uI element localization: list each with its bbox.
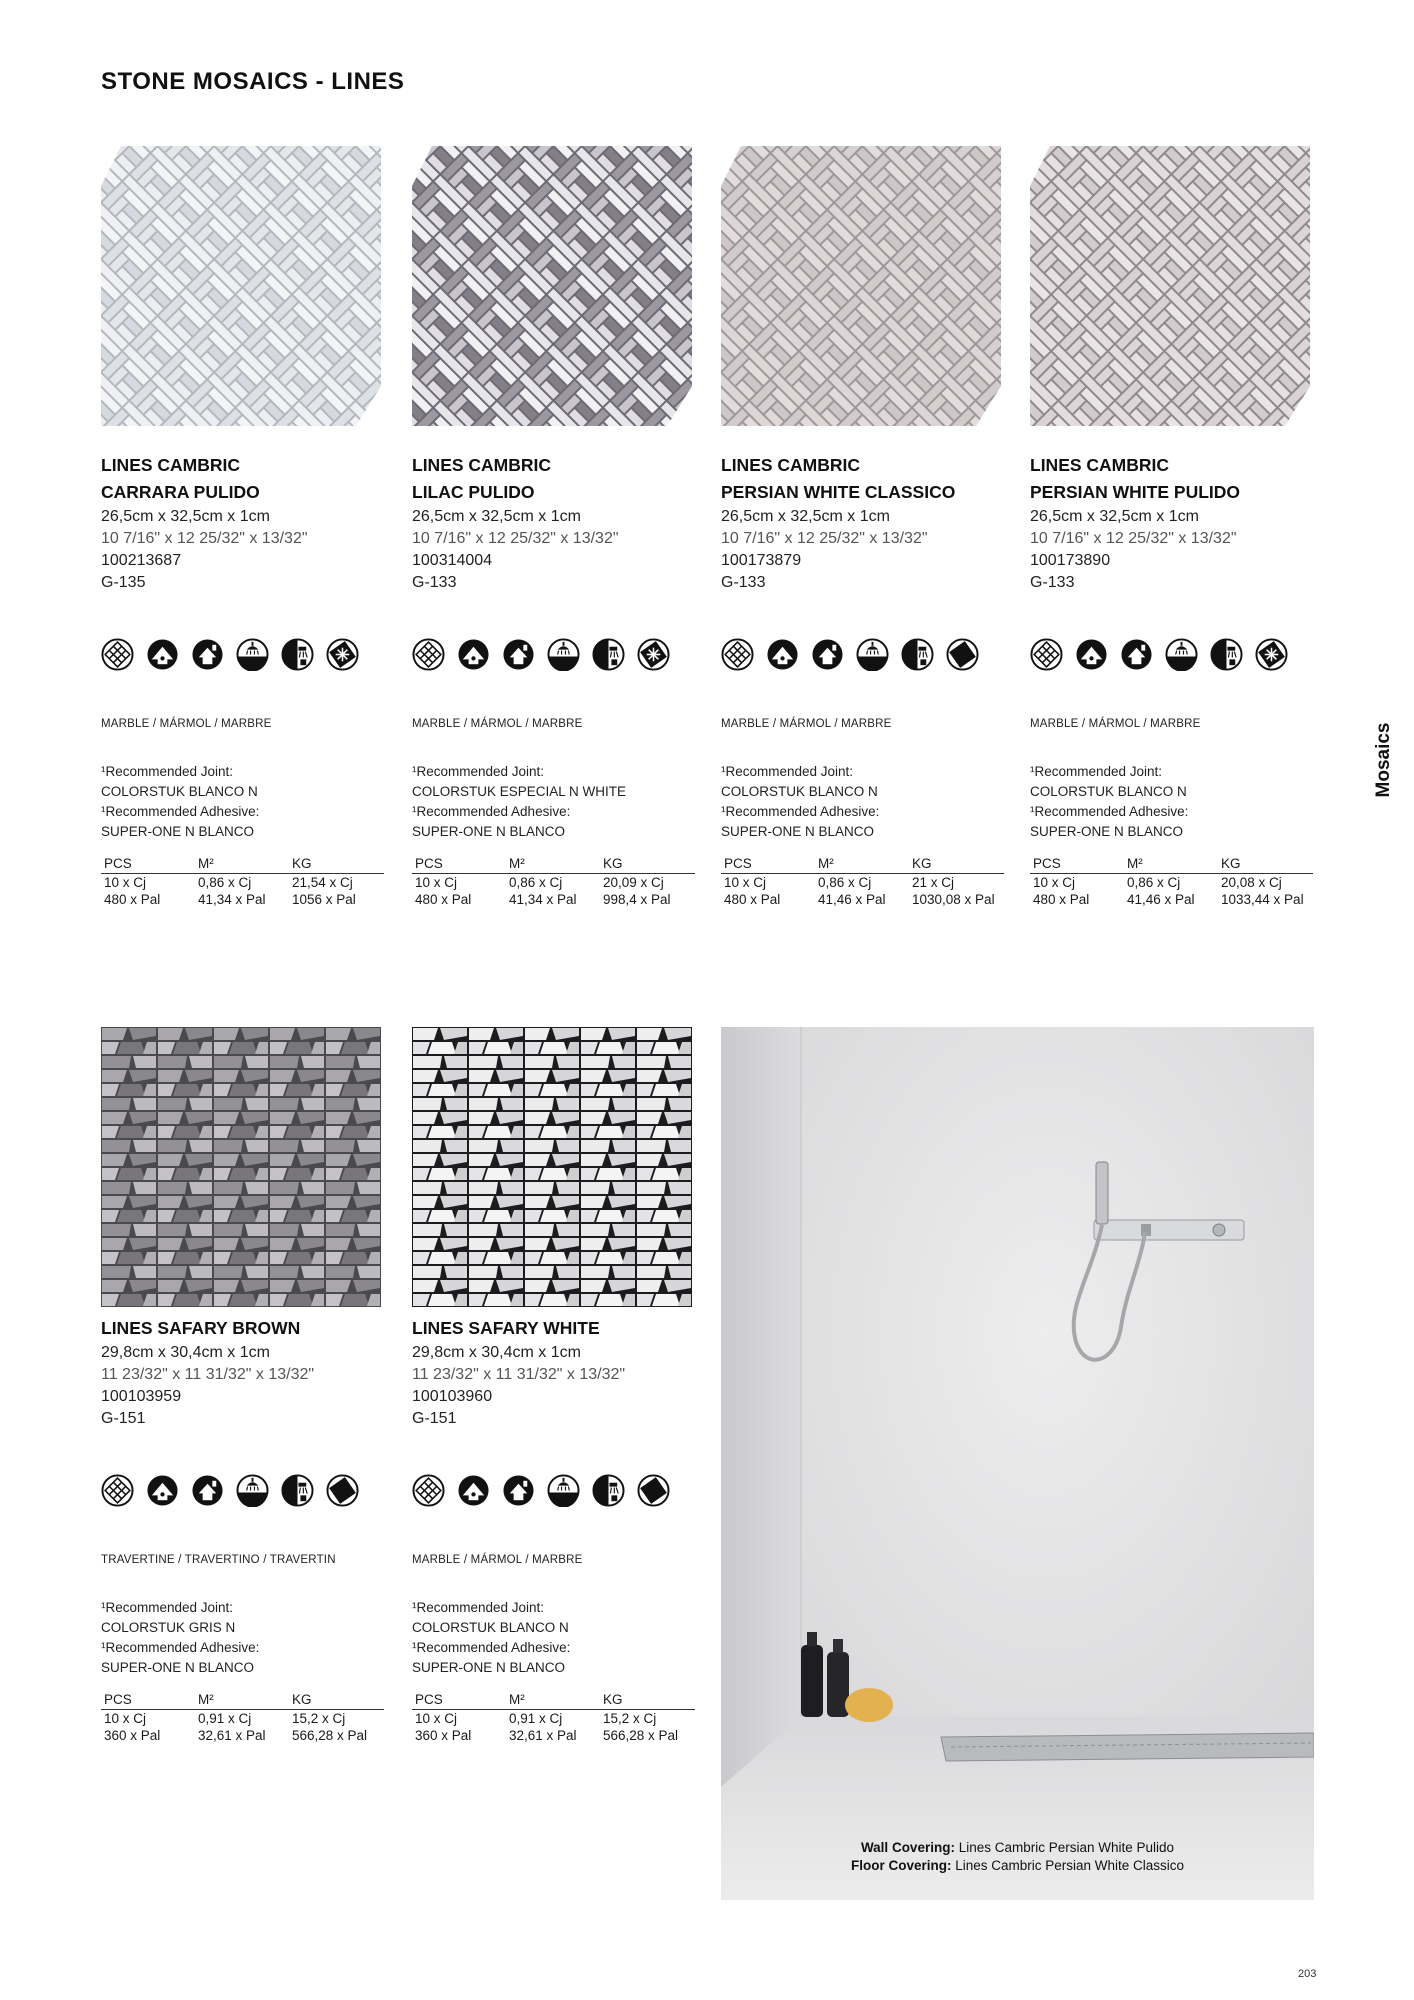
usage-icons [101,638,386,674]
adhesive-label: ¹Recommended Adhesive: [101,1640,260,1655]
product-name-line2: CARRARA PULIDO [101,482,260,502]
interior-wall-icon [1075,638,1108,671]
frost-resistant-icon [1255,638,1288,671]
product-name: LINES SAFARY BROWN [101,1318,301,1338]
header-kg: KG [1221,856,1241,871]
product-code: 100314004 [412,552,493,569]
product-code: 100173879 [721,552,802,569]
recommendations [721,762,1006,842]
wall-floor-grid-icon [412,638,445,671]
exterior-wall-icon [191,1474,224,1507]
packaging-table [721,856,1004,908]
adhesive-label: ¹Recommended Adhesive: [412,804,571,819]
header-pcs: PCS [104,1692,132,1707]
shower-wall-icon [592,1474,625,1507]
usage-icons [101,1474,386,1510]
interior-wall-icon [146,1474,179,1507]
size-metric: 26,5cm x 32,5cm x 1cm [412,508,581,525]
adhesive-label: ¹Recommended Adhesive: [412,1640,571,1655]
size-imperial: 10 7/16" x 12 25/32" x 13/32" [412,530,619,547]
product-card [101,1027,386,1744]
tile-image [412,146,692,426]
joint-value: COLORSTUK BLANCO N [101,784,258,799]
table-row: 10 x Cj 0,86 x Cj 20,09 x Cj [415,875,664,890]
product-name-line2: LILAC PULIDO [412,482,535,502]
size-imperial: 10 7/16" x 12 25/32" x 13/32" [101,530,308,547]
page-title: STONE MOSAICS - LINES [101,68,405,95]
recommendations [101,762,386,842]
recommendations [412,762,697,842]
adhesive-value: SUPER-ONE N BLANCO [1030,824,1184,839]
product-card [721,146,1006,908]
photo-caption [721,1839,1314,1875]
table-row: 360 x Pal 32,61 x Pal 566,28 x Pal [415,1728,679,1743]
size-metric: 26,5cm x 32,5cm x 1cm [1030,508,1199,525]
table-row: 10 x Cj 0,86 x Cj 21 x Cj [724,875,955,890]
frost-resistant-icon [637,638,670,671]
material-label: MARBLE / MÁRMOL / MARBRE [412,1554,583,1566]
adhesive-label: ¹Recommended Adhesive: [1030,804,1189,819]
header-m2: M² [198,856,214,871]
joint-value: COLORSTUK ESPECIAL N WHITE [412,784,627,799]
wall-covering-label: Wall Covering: [860,1840,955,1855]
table-row: 480 x Pal 41,34 x Pal 1056 x Pal [104,892,356,907]
usage-icons [721,638,1006,674]
table-row: 10 x Cj 0,91 x Cj 15,2 x Cj [415,1711,657,1726]
product-group: G-151 [412,1410,457,1427]
packaging-table [101,856,384,908]
table-row: 10 x Cj 0,86 x Cj 21,54 x Cj [104,875,353,890]
packaging-table [412,1692,695,1744]
joint-label: ¹Recommended Joint: [1030,764,1163,779]
header-m2: M² [509,856,525,871]
table-row: 10 x Cj 0,91 x Cj 15,2 x Cj [104,1711,346,1726]
size-imperial: 10 7/16" x 12 25/32" x 13/32" [1030,530,1237,547]
header-kg: KG [603,1692,623,1707]
table-row: 480 x Pal 41,46 x Pal 1030,08 x Pal [724,892,995,907]
material-label: MARBLE / MÁRMOL / MARBRE [101,718,272,730]
joint-label: ¹Recommended Joint: [412,764,545,779]
product-name: LINES SAFARY WHITE [412,1318,600,1338]
product-code: 100103959 [101,1388,182,1405]
interior-wall-icon [766,638,799,671]
adhesive-label: ¹Recommended Adhesive: [101,804,260,819]
product-name-line2: PERSIAN WHITE PULIDO [1030,482,1241,502]
product-group: G-151 [101,1410,146,1427]
header-kg: KG [912,856,932,871]
header-kg: KG [292,1692,312,1707]
wall-floor-grid-icon [721,638,754,671]
header-m2: M² [509,1692,525,1707]
adhesive-label: ¹Recommended Adhesive: [721,804,880,819]
joint-value: COLORSTUK GRIS N [101,1620,236,1635]
product-group: G-133 [412,574,457,591]
shower-wall-icon [1210,638,1243,671]
header-pcs: PCS [1033,856,1061,871]
shower-floor-icon [1165,638,1198,671]
table-row: 10 x Cj 0,86 x Cj 20,08 x Cj [1033,875,1282,890]
product-code: 100213687 [101,552,182,569]
solid-tile-icon [946,638,979,671]
header-kg: KG [603,856,623,871]
tile-image [101,146,381,426]
shower-floor-icon [856,638,889,671]
adhesive-value: SUPER-ONE N BLANCO [412,824,566,839]
tile-image [721,146,1001,426]
product-card [101,146,386,908]
size-imperial: 10 7/16" x 12 25/32" x 13/32" [721,530,928,547]
product-card [1030,146,1315,908]
product-code: 100103960 [412,1388,493,1405]
table-row: 360 x Pal 32,61 x Pal 566,28 x Pal [104,1728,368,1743]
usage-icons [412,1474,697,1510]
header-pcs: PCS [415,1692,443,1707]
size-metric: 29,8cm x 30,4cm x 1cm [412,1344,581,1361]
recommendations [101,1598,386,1678]
tile-image [412,1027,692,1307]
interior-wall-icon [146,638,179,671]
joint-value: COLORSTUK BLANCO N [1030,784,1187,799]
product-name: LINES CAMBRIC [101,455,241,475]
material-label: MARBLE / MÁRMOL / MARBRE [721,718,892,730]
adhesive-value: SUPER-ONE N BLANCO [101,1660,255,1675]
header-m2: M² [198,1692,214,1707]
wall-covering-value: Lines Cambric Persian White Pulido [954,1840,1175,1855]
wall-floor-grid-icon [412,1474,445,1507]
product-name: LINES CAMBRIC [412,455,552,475]
usage-icons [1030,638,1315,674]
solid-tile-icon [637,1474,670,1507]
exterior-wall-icon [191,638,224,671]
floor-covering-value: Lines Cambric Persian White Classico [951,1858,1185,1873]
bathroom-photo [721,1027,1314,1900]
adhesive-value: SUPER-ONE N BLANCO [101,824,255,839]
packaging-table [412,856,695,908]
frost-resistant-icon [326,638,359,671]
joint-label: ¹Recommended Joint: [721,764,854,779]
interior-wall-icon [457,638,490,671]
product-code: 100173890 [1030,552,1111,569]
tile-image [1030,146,1310,426]
exterior-wall-icon [502,638,535,671]
shower-floor-icon [547,1474,580,1507]
product-name: LINES CAMBRIC [721,455,861,475]
size-metric: 29,8cm x 30,4cm x 1cm [101,1344,270,1361]
floor-covering-label: Floor Covering: [850,1858,952,1873]
size-metric: 26,5cm x 32,5cm x 1cm [721,508,890,525]
exterior-wall-icon [811,638,844,671]
joint-label: ¹Recommended Joint: [101,1600,234,1615]
interior-wall-icon [457,1474,490,1507]
header-pcs: PCS [415,856,443,871]
shower-scene-image [721,1027,1314,1900]
shower-wall-icon [281,1474,314,1507]
header-pcs: PCS [724,856,752,871]
shower-floor-icon [236,1474,269,1507]
joint-value: COLORSTUK BLANCO N [412,1620,569,1635]
exterior-wall-icon [1120,638,1153,671]
page-number: 203 [1298,1968,1317,1980]
packaging-table [101,1692,384,1744]
recommendations [412,1598,697,1678]
size-imperial: 11 23/32" x 11 31/32" x 13/32" [412,1366,626,1383]
tile-image [101,1027,381,1307]
adhesive-value: SUPER-ONE N BLANCO [721,824,875,839]
usage-icons [412,638,697,674]
header-m2: M² [818,856,834,871]
exterior-wall-icon [502,1474,535,1507]
header-m2: M² [1127,856,1143,871]
product-group: G-133 [721,574,766,591]
wall-floor-grid-icon [101,1474,134,1507]
header-pcs: PCS [104,856,132,871]
header-kg: KG [292,856,312,871]
product-card [412,1027,697,1744]
adhesive-value: SUPER-ONE N BLANCO [412,1660,566,1675]
wall-floor-grid-icon [101,638,134,671]
table-row: 480 x Pal 41,34 x Pal 998,4 x Pal [415,892,671,907]
material-label: TRAVERTINE / TRAVERTINO / TRAVERTIN [101,1554,336,1566]
product-card [412,146,697,908]
recommendations [1030,762,1315,842]
product-group: G-133 [1030,574,1075,591]
joint-value: COLORSTUK BLANCO N [721,784,878,799]
wall-floor-grid-icon [1030,638,1063,671]
shower-floor-icon [547,638,580,671]
shower-wall-icon [281,638,314,671]
table-row: 480 x Pal 41,46 x Pal 1033,44 x Pal [1033,892,1304,907]
product-name: LINES CAMBRIC [1030,455,1170,475]
shower-floor-icon [236,638,269,671]
material-label: MARBLE / MÁRMOL / MARBRE [412,718,583,730]
material-label: MARBLE / MÁRMOL / MARBRE [1030,718,1201,730]
product-name-line2: PERSIAN WHITE CLASSICO [721,482,956,502]
joint-label: ¹Recommended Joint: [101,764,234,779]
shower-wall-icon [901,638,934,671]
solid-tile-icon [326,1474,359,1507]
size-imperial: 11 23/32" x 11 31/32" x 13/32" [101,1366,315,1383]
product-group: G-135 [101,574,146,591]
packaging-table [1030,856,1313,908]
size-metric: 26,5cm x 32,5cm x 1cm [101,508,270,525]
shower-wall-icon [592,638,625,671]
joint-label: ¹Recommended Joint: [412,1600,545,1615]
section-label: Mosaics [1373,722,1394,798]
